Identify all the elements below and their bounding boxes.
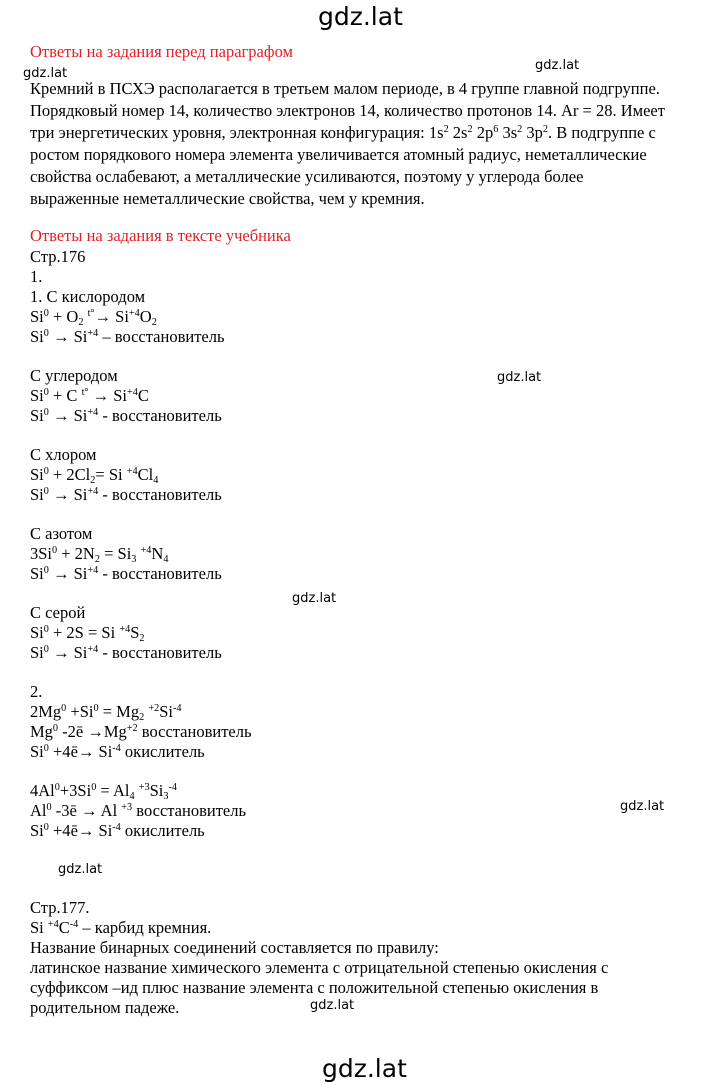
watermark: gdz.lat <box>310 998 355 1013</box>
equation-oxygen: $Si^0 + O_2$ $^{t^\circ}\to Si^{+4}O_2$ <box>30 307 157 329</box>
equation-nitrogen: $3Si^0 + 2N_2 = Si_3$ $^{+4}N_4$ <box>30 544 169 566</box>
rule-line: Название бинарных соединений составляется по правилу: <box>30 938 439 957</box>
redox-chlorine: $Si^0 \to Si^{+4}$ - восстановитель <box>30 485 222 504</box>
watermark: gdz.lat <box>58 862 103 877</box>
watermark: gdz.lat <box>292 591 337 606</box>
watermark-bottom: gdz.lat <box>322 1054 407 1083</box>
redox-oxygen: $Si^0 \to Si^{+4}$ – восстановитель <box>30 327 225 346</box>
watermark: gdz.lat <box>23 66 68 81</box>
rule-line: суффиксом –ид плюс название элемента с положительной степенью окисления в <box>30 978 599 997</box>
redox-nitrogen: $Si^0 \to Si^{+4}$ - восстановитель <box>30 564 222 583</box>
subheading-oxygen: 1. С кислородом <box>30 287 146 306</box>
watermark: gdz.lat <box>535 58 580 73</box>
intro-line: выраженные неметаллические свойства, чем у кремния. <box>30 189 425 208</box>
oxidizer-magnesium-silicon: $Si^0$ +4ē→ $Si^{-4}$ окислитель <box>30 742 205 761</box>
redox-sulfur: $Si^0 \to Si^{+4}$ - восстановитель <box>30 643 222 662</box>
rule-line: латинское название химического элемента с отрицательной степенью окисления с <box>30 958 609 977</box>
watermark-top: gdz.lat <box>318 2 403 31</box>
item-number-2: 2. <box>30 682 43 701</box>
subheading-chlorine: С хлором <box>30 445 97 464</box>
redox-magnesium: Mg$^0$ -2ē $\to Mg^{+2}$ восстановитель <box>30 722 252 741</box>
subheading-nitrogen: С азотом <box>30 524 93 543</box>
watermark: gdz.lat <box>620 799 665 814</box>
intro-line: свойства ослабевают, а металлические усиливаются, поэтому у углерода более <box>30 167 584 186</box>
page-ref-176: Стр.176 <box>30 247 86 266</box>
intro-line: Порядковый номер 14, количество электронов 14, количество протонов 14. Ar = 28. Имеет <box>30 101 665 120</box>
subheading-carbon: С углеродом <box>30 366 118 385</box>
intro-line-config: три энергетических уровня, электронная конфигурация: $1s^2$ $2s^2$ $2p^6$ $3s^2$ $3p^2$. В подгруппе с <box>30 123 656 142</box>
intro-line: Кремний в ПСХЭ располагается в третьем малом периоде, в 4 группе главной подгруппе. <box>30 79 660 98</box>
rule-line: родительном падеже. <box>30 998 180 1017</box>
silicon-carbide-line: Si $^{+4}C^{-4}$ – карбид кремния. <box>30 918 212 937</box>
intro-line: ростом порядкового номера элемента увеличивается атомный радиус, неметаллические <box>30 145 647 164</box>
equation-sulfur: $Si^0 + 2S = Si$ $^{+4}S_2$ <box>30 623 145 645</box>
equation-aluminium: $4Al^0+3Si^0 = Al_4$ $^{+3}Si_3^{-4}$ <box>30 781 177 803</box>
section-heading-textbook: Ответы на задания в тексте учебника <box>30 226 291 245</box>
watermark: gdz.lat <box>497 370 542 385</box>
equation-carbon: $Si^0 + C$ $^{t^\circ} \to Si^{+4}C$ <box>30 386 149 405</box>
section-heading-before-paragraph: Ответы на задания перед параграфом <box>30 42 293 61</box>
oxidizer-aluminium-silicon: $Si^0$ +4ē→ $Si^{-4}$ окислитель <box>30 821 205 840</box>
redox-aluminium: Al$^0$ -3ē → Al $^{+3}$ восстановитель <box>30 801 246 820</box>
redox-carbon: $Si^0 \to Si^{+4}$ - восстановитель <box>30 406 222 425</box>
equation-chlorine: $Si^0 + 2Cl_2= Si$ $^{+4}Cl_4$ <box>30 465 159 487</box>
page-ref-177: Стр.177. <box>30 898 90 917</box>
subheading-sulfur: С серой <box>30 603 86 622</box>
item-number-1: 1. <box>30 267 43 286</box>
equation-magnesium: $2Mg^0 +Si^0 = Mg_2$ $^{+2}Si^{-4}$ <box>30 702 182 724</box>
